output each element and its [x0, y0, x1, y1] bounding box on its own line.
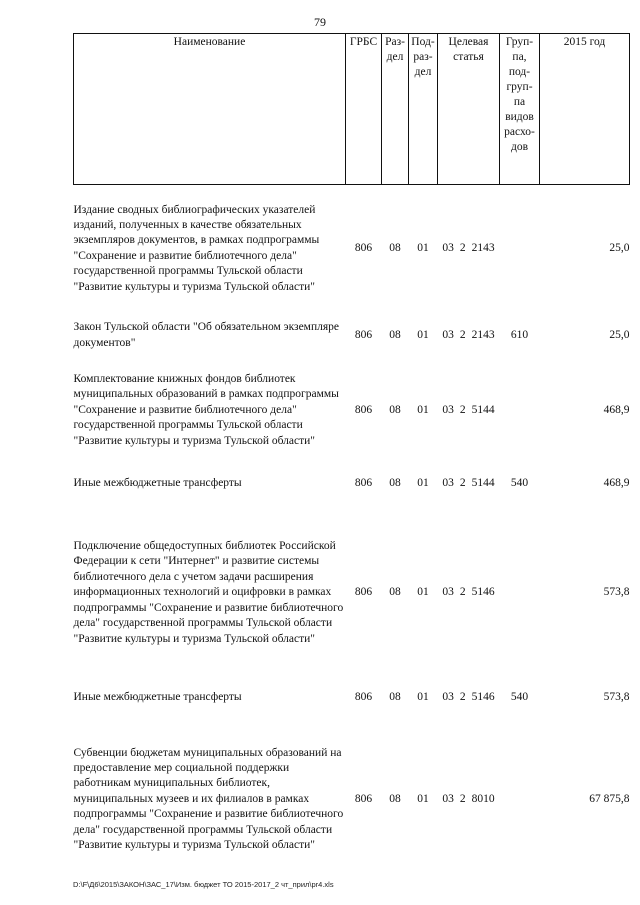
row-grbs: 806	[354, 328, 373, 341]
row-grbs: 806	[354, 792, 373, 805]
header-group: Груп- па, под- груп- па видов расхо- дов	[500, 34, 540, 185]
row-amount: 573,8	[603, 690, 630, 703]
row-amount: 468,9	[603, 476, 630, 489]
row-target: 03 2 5146	[442, 586, 495, 599]
header-grbs: ГРБС	[346, 34, 382, 185]
row-amount: 468,9	[603, 403, 630, 416]
row-name: Закон Тульской области "Об обязательном экземпляре документов"	[73, 321, 339, 349]
row-razdel: 08	[389, 328, 401, 341]
row-grbs: 806	[354, 403, 373, 416]
table-row	[74, 714, 630, 886]
header-razdel: Раз- дел	[382, 34, 409, 185]
row-podrazdel: 01	[417, 403, 429, 416]
row-razdel: 08	[389, 403, 401, 416]
row-group	[500, 505, 540, 682]
row-target: 03 2 8010	[442, 792, 495, 805]
row-target: 03 2 5144	[442, 403, 495, 416]
row-razdel: 08	[389, 792, 401, 805]
row-podrazdel: 01	[417, 792, 429, 805]
row-group: 540	[510, 690, 529, 703]
row-target: 03 2 2143	[442, 328, 495, 341]
header-podrazdel: Под- раз- дел	[409, 34, 438, 185]
row-grbs: 806	[354, 586, 373, 599]
table-row	[74, 359, 630, 463]
row-amount: 25,0	[609, 328, 630, 341]
table-row	[74, 682, 630, 714]
row-grbs: 806	[354, 690, 373, 703]
row-name: Издание сводных библиографических указателей изданий, полученных в качестве обязательных экземпляров документов, в рамках подпрограммы "Сохранение и развитие библиотечного дела" государственной программы Тульской области "Развитие культуры и туризма Тульской области"	[73, 203, 320, 293]
row-podrazdel: 01	[417, 690, 429, 703]
row-name: Подключение общедоступных библиотек Российской Федерации к сети "Интернет" и развитие системы библиотечного дела с учетом задачи расширения информационных технологий и оцифровки в рамках подпрограммы "Сохранение и развитие библиотечного дела" государственной программы Тульской области "Развитие культуры и туризма Тульской области"	[73, 540, 344, 645]
file-path-footer: D:\F\Д6\2015\ЗАКОН\ЗАС_17\Изм. бюджет ТО 2015-2017_2 чт_прил\pr4.xls	[73, 880, 334, 889]
table-row	[74, 505, 630, 682]
header-target: Целевая статья	[438, 34, 500, 185]
row-amount: 573,8	[603, 586, 630, 599]
row-name: Комплектование книжных фондов библиотек муниципальных образований в рамках подпрограммы "Сохранение и развитие библиотечного дела" государственной программы Тульской области "Развитие культуры и туризма Тульской области"	[73, 372, 339, 447]
row-target: 03 2 5146	[442, 690, 495, 703]
budget-table	[73, 33, 630, 886]
header-year: 2015 год	[540, 34, 630, 185]
table-row	[74, 463, 630, 505]
table-row	[74, 313, 630, 359]
row-name: Субвенции бюджетам муниципальных образований на предоставление мер социальной поддержки работникам муниципальных библиотек, муниципальных музеев и их филиалов в рамках подпрограммы "Сохранение и развитие библиотечного дела" государственной программы Тульской области "Развитие культуры и туризма Тульской области"	[73, 746, 344, 852]
header-name: Наименование	[74, 34, 346, 185]
row-group	[500, 185, 540, 313]
row-group: 610	[510, 328, 529, 341]
row-group	[500, 359, 540, 463]
row-grbs: 806	[354, 242, 373, 255]
row-podrazdel: 01	[417, 476, 429, 489]
row-name: Иные межбюджетные трансферты	[73, 476, 242, 489]
row-amount: 67 875,8	[589, 792, 630, 805]
row-name: Иные межбюджетные трансферты	[73, 690, 242, 703]
header-row	[74, 34, 630, 185]
table-row	[74, 185, 630, 313]
page-number: 79	[314, 15, 326, 29]
row-podrazdel: 01	[417, 328, 429, 341]
row-target: 03 2 5144	[442, 476, 495, 489]
row-target: 03 2 2143	[442, 242, 495, 255]
row-razdel: 08	[389, 476, 401, 489]
row-podrazdel: 01	[417, 242, 429, 255]
row-podrazdel: 01	[417, 586, 429, 599]
row-grbs: 806	[354, 476, 373, 489]
row-amount: 25,0	[609, 242, 630, 255]
row-razdel: 08	[389, 586, 401, 599]
row-razdel: 08	[389, 690, 401, 703]
row-group	[500, 714, 540, 886]
row-razdel: 08	[389, 242, 401, 255]
row-group: 540	[510, 476, 529, 489]
